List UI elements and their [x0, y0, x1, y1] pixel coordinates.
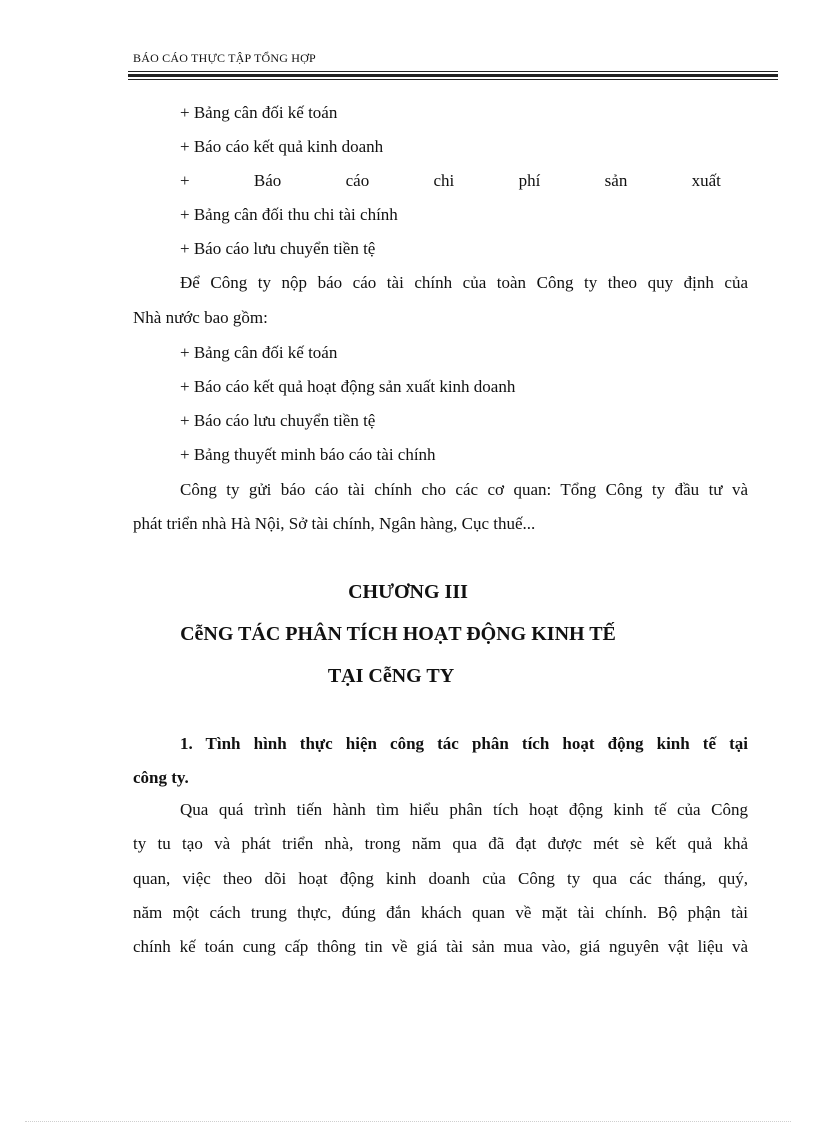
spread-word: xuất [691, 171, 721, 190]
list-item: + Báo cáo kết quả kinh doanh [180, 137, 384, 156]
section-heading: 1. Tình hình thực hiện công tác phân tích hoạt động kinh tế tại [180, 734, 748, 753]
paragraph-line: năm một cách trung thực, đúng đắn khách quan về mặt tài chính. Bộ phận tài [133, 903, 748, 922]
spread-word: phí [518, 171, 541, 190]
list-item: + Bảng cân đối kế toán [180, 103, 338, 122]
list-item: + Báo cáo kết quả hoạt động sản xuất kinh doanh [180, 377, 516, 396]
section-heading-continued: công ty. [133, 768, 189, 787]
paragraph-line: phát triển nhà Hà Nội, Sở tài chính, Ngân hàng, Cục thuế... [133, 514, 536, 533]
chapter-number: CHƯƠNG III [348, 581, 468, 603]
paragraph-line: Công ty gửi báo cáo tài chính cho các cơ quan: Tổng Công ty đầu tư và [180, 480, 748, 499]
paragraph-line: ty tu tạo và phát triển nhà, trong năm qua đã đạt được mét sè kết quả khả [133, 834, 748, 853]
list-item-spread [180, 170, 721, 192]
list-item: + Bảng cân đối thu chi tài chính [180, 205, 398, 224]
paragraph-line: Nhà nước bao gồm: [133, 308, 268, 327]
paragraph-line: quan, việc theo dõi hoạt động kinh doanh của Công ty qua các tháng, quý, [133, 869, 748, 888]
list-item: + Báo cáo lưu chuyển tiền tệ [180, 411, 376, 430]
spread-word: + [180, 171, 190, 190]
paragraph-line: Qua quá trình tiến hành tìm hiểu phân tích hoạt động kinh tế của Công [180, 800, 748, 819]
list-item: + Báo cáo lưu chuyển tiền tệ [180, 239, 376, 258]
list-item: + Bảng cân đối kế toán [180, 343, 338, 362]
spread-word: cáo [345, 171, 370, 190]
spread-word: sản [604, 171, 628, 190]
paragraph-line: chính kế toán cung cấp thông tin về giá tài sản mua vào, giá nguyên vật liệu và [133, 937, 748, 956]
chapter-title: CễNG TÁC PHÂN TÍCH HOẠT ĐỘNG KINH TẾ [180, 623, 616, 645]
running-header: BÁO CÁO THỰC TẬP TỔNG HỢP [133, 51, 316, 65]
spread-word: Báo [253, 171, 282, 190]
spread-word: chi [433, 171, 455, 190]
header-rule-thin-top [128, 71, 778, 72]
paragraph-line: Để Công ty nộp báo cáo tài chính của toàn Công ty theo quy định của [180, 273, 748, 292]
chapter-title-continued: TẠI CễNG TY [327, 665, 455, 687]
list-item: + Bảng thuyết minh báo cáo tài chính [180, 445, 436, 464]
page-bottom-border [25, 1121, 791, 1122]
header-rule-thin-bottom [128, 79, 778, 80]
header-rule-thick [128, 74, 778, 77]
